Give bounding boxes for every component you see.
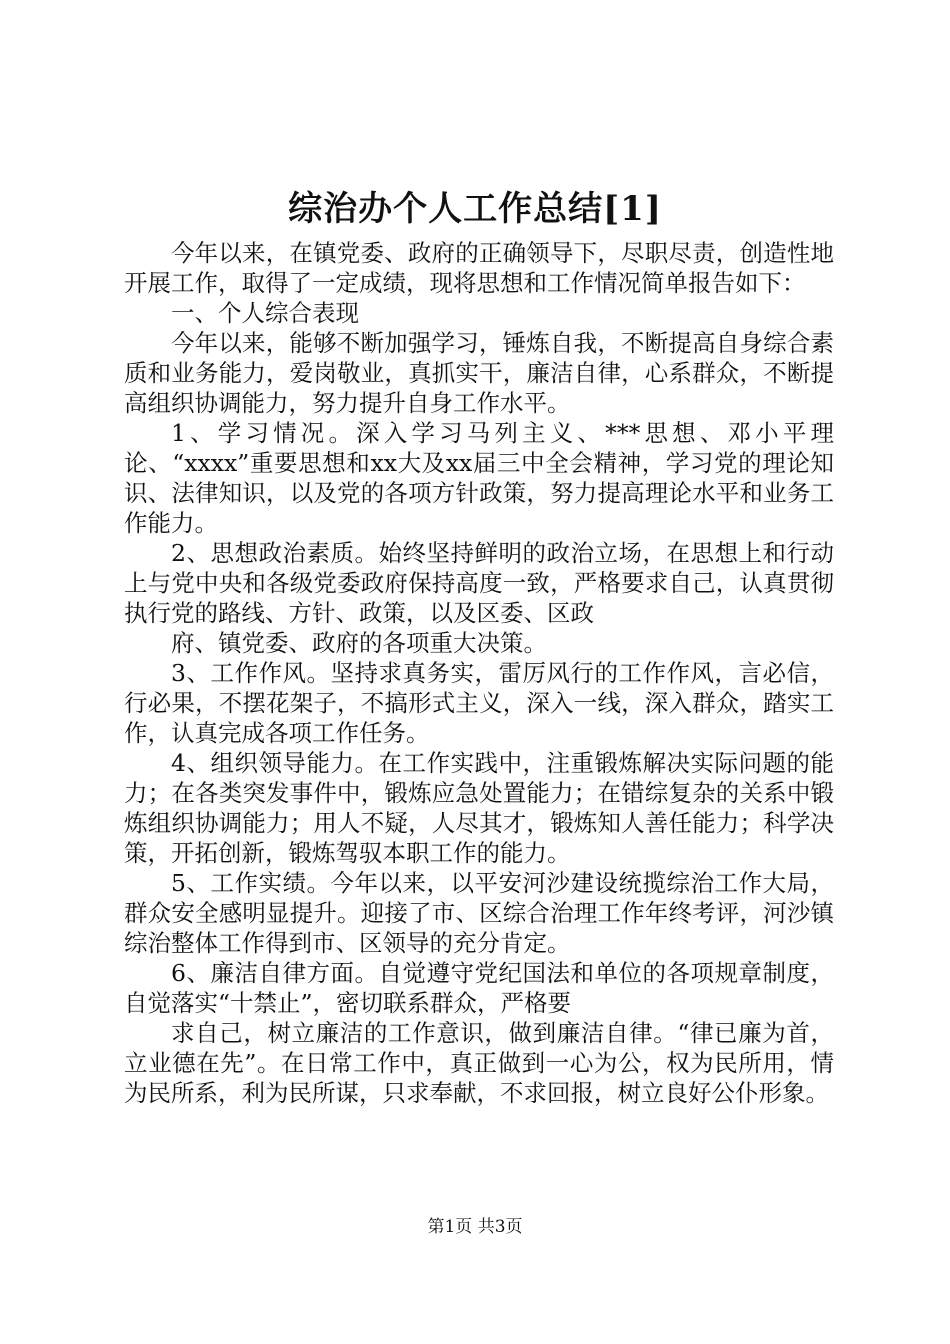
paragraph-summary: 今年以来，能够不断加强学习，锤炼自我，不断提高自身综合素质和业务能力，爱岗敬业，真抓实干，廉洁自律，心系群众，不断提高组织协调能力，努力提升自身工作水平。: [124, 329, 834, 417]
paragraph-integrity: 6、廉洁自律方面。自觉遵守党纪国法和单位的各项规章制度，自觉落实“十禁止”，密切联系群众，严格要: [124, 959, 834, 1017]
paragraph-leadership: 4、组织领导能力。在工作实践中，注重锻炼解决实际问题的能力；在各类突发事件中，锻炼应急处置能力；在错综复杂的关系中锻炼组织协调能力；用人不疑，人尽其才，锻炼知人善任能力；科学决策，开拓创新，锻炼驾驭本职工作的能力。: [124, 749, 834, 867]
paragraph-study: 1、学习情况。深入学习马列主义、***思想、邓小平理论、“xxxx”重要思想和xx大及xx届三中全会精神，学习党的理论知识、法律知识，以及党的各项方针政策，努力提高理论水平和业务工作能力。: [124, 419, 834, 537]
paragraph-intro: 今年以来，在镇党委、政府的正确领导下，尽职尽责，创造性地开展工作，取得了一定成绩，现将思想和工作情况简单报告如下：: [124, 239, 834, 297]
paragraph-achievements: 5、工作实绩。今年以来，以平安河沙建设统揽综治工作大局，群众安全感明显提升。迎接了市、区综合治理工作年终考评，河沙镇综治整体工作得到市、区领导的充分肯定。: [124, 869, 834, 957]
paragraph-integrity-continued: 求自己，树立廉洁的工作意识，做到廉洁自律。“律已廉为首，立业德在先”。在日常工作中，真正做到一心为公，权为民所用，情为民所系，利为民所谋，只求奉献，不求回报，树立良好公仆形象。: [124, 1019, 834, 1107]
document-body: [124, 238, 834, 1108]
paragraph-political: 2、思想政治素质。始终坚持鲜明的政治立场，在思想上和行动上与党中央和各级党委政府保持高度一致，严格要求自己，认真贯彻执行党的路线、方针、政策，以及区委、区政: [124, 539, 834, 627]
paragraph-work-style: 3、工作作风。坚持求真务实，雷厉风行的工作作风，言必信，行必果，不摆花架子，不搞形式主义，深入一线，深入群众，踏实工作，认真完成各项工作任务。: [124, 659, 834, 747]
section-heading: 一、个人综合表现: [171, 299, 359, 327]
paragraph-political-continued: 府、镇党委、政府的各项重大决策。: [171, 629, 547, 657]
page-footer: 第1页 共3页: [427, 1217, 523, 1237]
document-title: 综治办个人工作总结[1]: [288, 189, 662, 229]
